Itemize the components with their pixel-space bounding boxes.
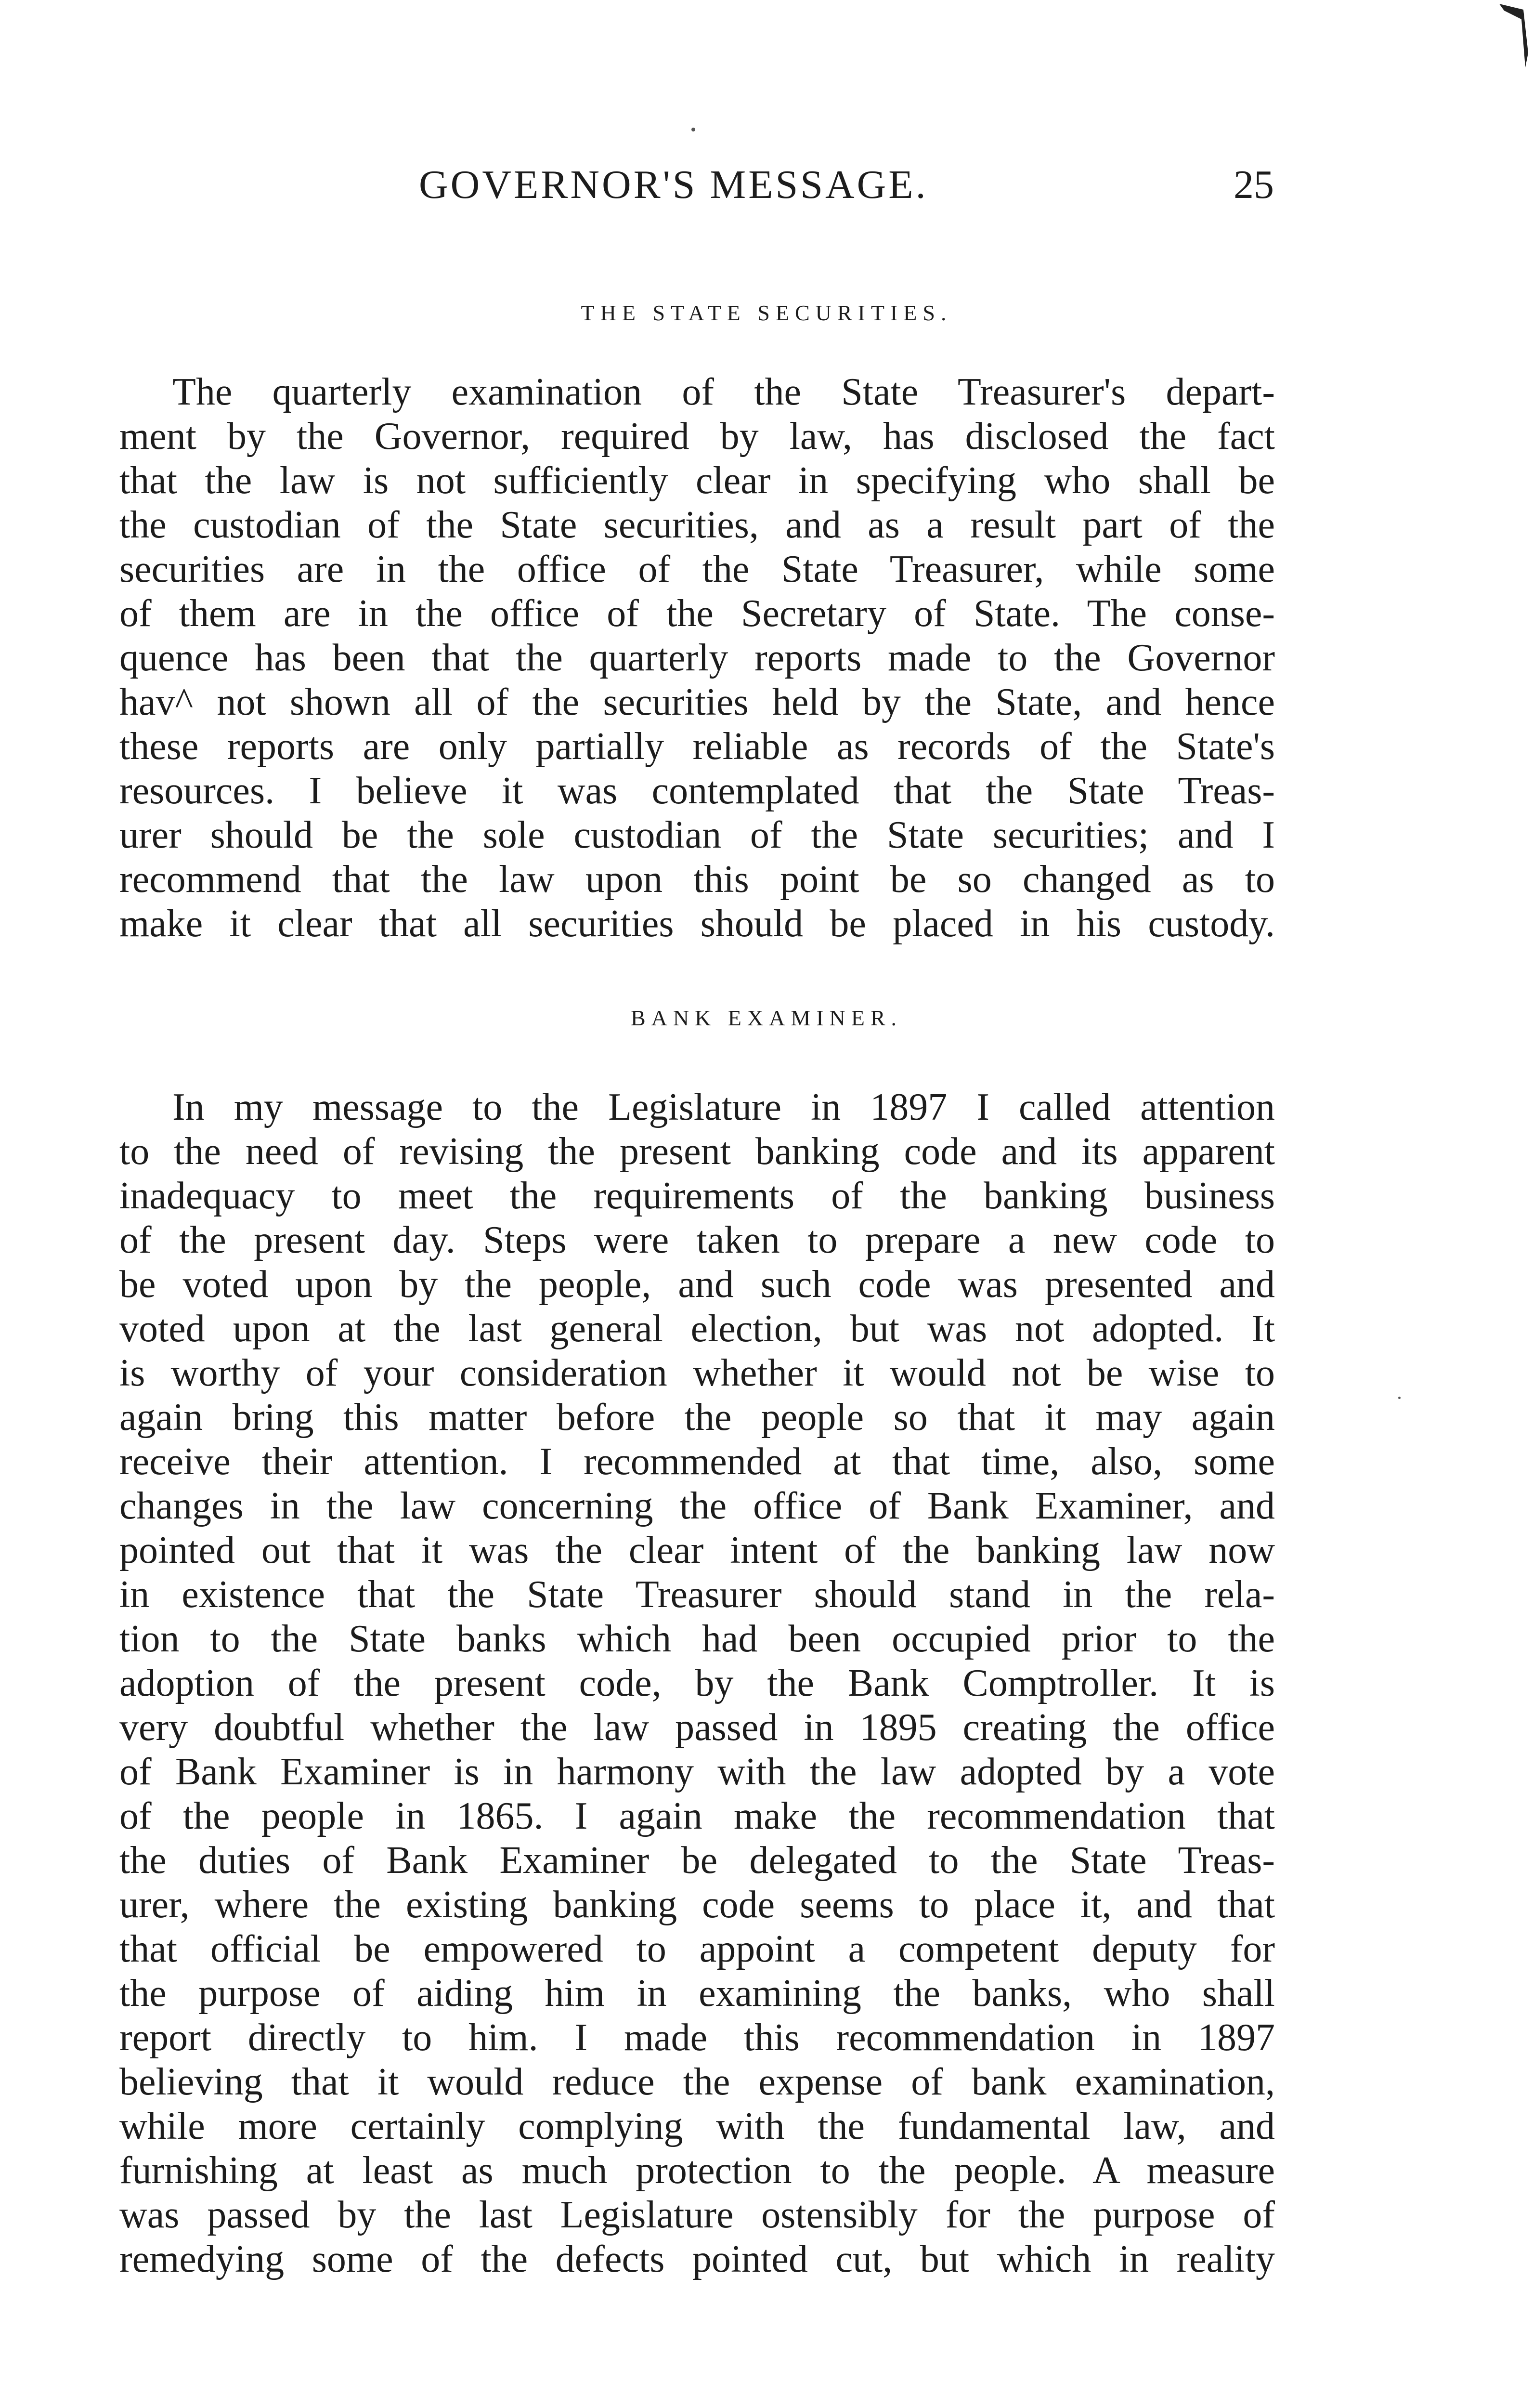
text-line: furnishing at least as much protection to the people. A measure (119, 2149, 1275, 2192)
text-line: of the people in 1865. I again make the recommendation that (119, 1795, 1275, 1837)
text-line: that the law is not sufficiently clear in specifying who shall be (119, 459, 1275, 502)
text-line: of them are in the office of the Secretary of State. The conse- (119, 592, 1275, 635)
page-header (0, 161, 1533, 214)
text-line: In my message to the Legislature in 1897 I called attention (172, 1086, 1275, 1128)
text-line: securities are in the office of the State Treasurer, while some (119, 548, 1275, 590)
paragraph-state-securities (119, 370, 1275, 946)
text-line: hav^ not shown all of the securities held by the State, and hence (119, 681, 1275, 723)
text-line: urer, where the existing banking code seems to place it, and that (119, 1884, 1275, 1926)
text-line: The quarterly examination of the State Treasurer's depart- (172, 371, 1275, 413)
text-line: believing that it would reduce the expense of bank examination, (119, 2061, 1275, 2103)
text-line: very doubtful whether the law passed in 1895 creating the office (119, 1706, 1275, 1749)
text-line: changes in the law concerning the office of Bank Examiner, and (119, 1485, 1275, 1527)
scan-speck (1398, 1397, 1401, 1399)
text-line: is worthy of your consideration whether it would not be wise to (119, 1352, 1275, 1394)
text-line: voted upon at the last general election, but was not adopted. It (119, 1308, 1275, 1350)
text-line: recommend that the law upon this point be so changed as to (119, 858, 1275, 901)
text-line: that official be empowered to appoint a competent deputy for (119, 1928, 1275, 1970)
paragraph-bank-examiner (119, 1085, 1275, 2281)
text-line: remedying some of the defects pointed cut, but which in reality (119, 2238, 1275, 2280)
text-line: of the present day. Steps were taken to prepare a new code to (119, 1219, 1275, 1261)
text-line: the purpose of aiding him in examining the banks, who shall (119, 1972, 1275, 2015)
text-line: these reports are only partially reliable as records of the State's (119, 725, 1275, 768)
text-line: urer should be the sole custodian of the State securities; and I (119, 814, 1275, 856)
text-line: the duties of Bank Examiner be delegated to the State Treas- (119, 1839, 1275, 1882)
section-heading-state-securities: THE STATE SECURITIES. (581, 301, 952, 325)
text-line: pointed out that it was the clear intent of the banking law now (119, 1529, 1275, 1571)
text-line: the custodian of the State securities, and as a result part of the (119, 504, 1275, 546)
page-number: 25 (1234, 162, 1274, 207)
text-line: in existence that the State Treasurer should stand in the rela- (119, 1573, 1275, 1616)
text-line: while more certainly complying with the fundamental law, and (119, 2105, 1275, 2147)
text-line: make it clear that all securities should be placed in his custody. (119, 903, 1275, 945)
running-head: GOVERNOR'S MESSAGE. (419, 162, 928, 207)
text-line: tion to the State banks which had been occupied prior to the (119, 1618, 1275, 1660)
section-heading-bank-examiner: BANK EXAMINER. (630, 1006, 903, 1030)
text-line: quence has been that the quarterly reports made to the Governor (119, 637, 1275, 679)
text-line: receive their attention. I recommended at that time, also, some (119, 1440, 1275, 1483)
text-line: ment by the Governor, required by law, has disclosed the fact (119, 415, 1275, 458)
text-line: be voted upon by the people, and such code was presented and (119, 1263, 1275, 1306)
text-line: to the need of revising the present banking code and its apparent (119, 1130, 1275, 1173)
corner-ink-mark (1490, 0, 1533, 72)
text-line: was passed by the last Legislature ostensibly for the purpose of (119, 2194, 1275, 2236)
scan-speck (691, 128, 695, 131)
text-line: again bring this matter before the people so that it may again (119, 1396, 1275, 1439)
text-line: report directly to him. I made this recommendation in 1897 (119, 2016, 1275, 2059)
text-line: adoption of the present code, by the Bank Comptroller. It is (119, 1662, 1275, 1704)
text-line: resources. I believe it was contemplated that the State Treas- (119, 770, 1275, 812)
text-line: inadequacy to meet the requirements of the banking business (119, 1175, 1275, 1217)
text-line: of Bank Examiner is in harmony with the law adopted by a vote (119, 1751, 1275, 1793)
